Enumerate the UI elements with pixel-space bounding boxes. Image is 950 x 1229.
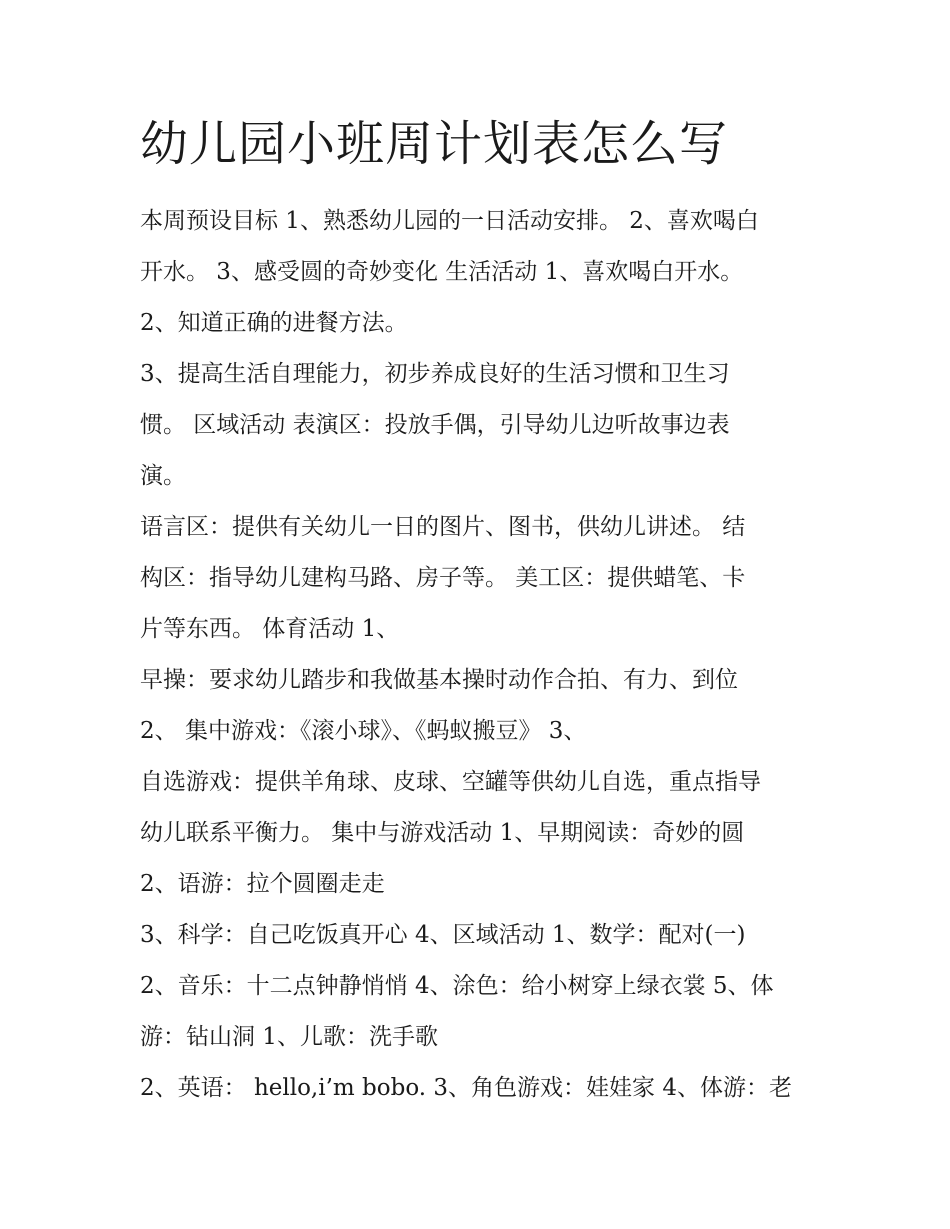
body-line: 2、语游：拉个圆圈走走 — [140, 871, 385, 897]
document-title: 幼儿园小班周计划表怎么写 — [140, 116, 729, 172]
body-line: 2、 集中游戏：《滚小球》、《蚂蚁搬豆》 3、 — [140, 718, 587, 744]
body-line: 2、知道正确的进餐方法。 — [140, 310, 408, 336]
body-line: 早操：要求幼儿踏步和我做基本操时动作合拍、有力、到位 — [140, 667, 738, 693]
body-line: 幼儿联系平衡力。 集中与游戏活动 1、早期阅读：奇妙的圆 — [140, 820, 745, 846]
body-line: 语言区：提供有关幼儿一日的图片、图书，供幼儿讲述。 结 — [140, 514, 746, 540]
body-line: 2、音乐：十二点钟静悄悄 4、涂色：给小树穿上绿衣裳 5、体 — [140, 973, 774, 999]
body-line: 3、提高生活自理能力，初步养成良好的生活习惯和卫生习 — [140, 361, 730, 387]
body-line: 2、英语： hello,i’m bobo. 3、角色游戏：娃娃家 4、体游：老 — [140, 1075, 792, 1101]
body-line: 开水。 3、感受圆的奇妙变化 生活活动 1、喜欢喝白开水。 — [140, 259, 744, 285]
body-line: 自选游戏：提供羊角球、皮球、空罐等供幼儿自选，重点指导 — [140, 769, 761, 795]
body-line: 惯。 区域活动 表演区：投放手偶，引导幼儿边听故事边表 — [140, 412, 730, 438]
body-line: 构区：指导幼儿建构马路、房子等。 美工区：提供蜡笔、卡 — [140, 565, 746, 591]
body-line: 本周预设目标 1、熟悉幼儿园的一日活动安排。 2、喜欢喝白 — [140, 208, 759, 234]
body-line: 游：钻山洞 1、儿歌：洗手歌 — [140, 1024, 438, 1050]
body-line: 3、科学：自己吃饭真开心 4、区域活动 1、数学：配对(一) — [140, 922, 746, 948]
body-line: 片等东西。 体育活动 1、 — [140, 616, 400, 642]
document-body — [140, 196, 830, 1114]
body-line: 演。 — [140, 463, 186, 489]
